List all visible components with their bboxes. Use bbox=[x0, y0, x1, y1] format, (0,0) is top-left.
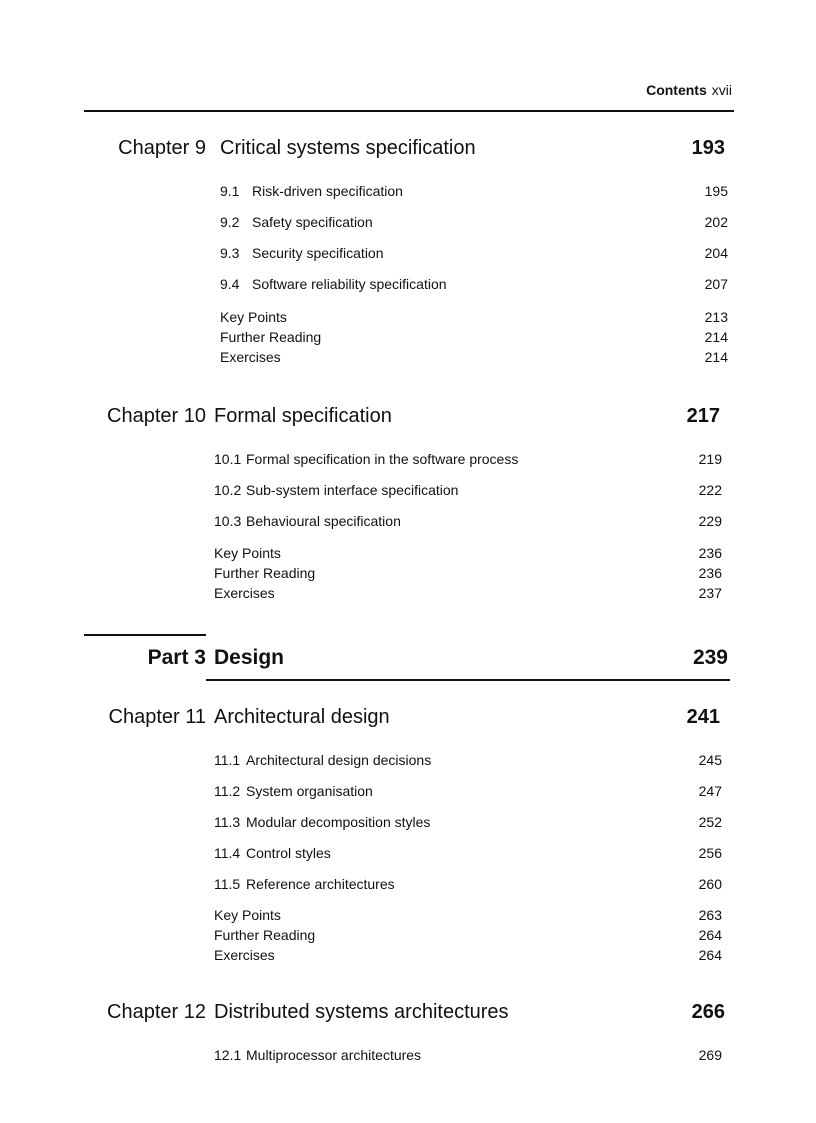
chapter-9-sections bbox=[220, 183, 728, 307]
chapter-page: 193 bbox=[691, 137, 725, 159]
chapter-11-sections bbox=[214, 752, 722, 907]
section-title: Behavioural specification bbox=[246, 513, 401, 529]
toc-entry[interactable] bbox=[214, 845, 722, 876]
running-header bbox=[646, 82, 732, 98]
toc-entry[interactable] bbox=[220, 276, 728, 307]
part-page: 239 bbox=[692, 646, 728, 669]
chapter-title: Distributed systems architectures bbox=[214, 1001, 509, 1023]
entry-page: 237 bbox=[698, 585, 722, 601]
section-page: 247 bbox=[698, 783, 722, 799]
section-title: Safety specification bbox=[252, 214, 373, 230]
toc-entry[interactable] bbox=[220, 309, 728, 329]
section-title: Security specification bbox=[252, 245, 384, 261]
section-number: 12.1 bbox=[214, 1047, 242, 1063]
section-page: 219 bbox=[698, 451, 722, 467]
part-rule-left bbox=[84, 634, 206, 636]
entry-title: Further Reading bbox=[214, 565, 316, 581]
section-page: 245 bbox=[698, 752, 722, 768]
section-number: 11.4 bbox=[214, 845, 241, 861]
part-label: Part 3 bbox=[147, 646, 206, 669]
section-page: 222 bbox=[698, 482, 722, 498]
part-rule-right bbox=[206, 679, 730, 681]
entry-title: Further Reading bbox=[214, 927, 316, 943]
section-title: Control styles bbox=[246, 845, 331, 861]
section-page: 260 bbox=[698, 876, 722, 892]
entry-title: Key Points bbox=[214, 545, 281, 561]
running-header-page-number: xvii bbox=[711, 82, 732, 98]
entry-title: Exercises bbox=[214, 947, 275, 963]
toc-entry[interactable] bbox=[214, 513, 722, 544]
section-page: 202 bbox=[704, 214, 728, 230]
section-number: 11.1 bbox=[214, 752, 241, 768]
section-number: 11.3 bbox=[214, 814, 241, 830]
chapter-page: 217 bbox=[686, 405, 720, 427]
entry-page: 236 bbox=[698, 545, 722, 561]
entry-page: 214 bbox=[704, 349, 728, 365]
section-title: Software reliability specification bbox=[252, 276, 447, 292]
section-title: Sub-system interface specification bbox=[246, 482, 459, 498]
chapter-9-heading[interactable] bbox=[0, 137, 816, 167]
section-page: 207 bbox=[704, 276, 728, 292]
chapter-12-heading[interactable] bbox=[0, 1001, 816, 1031]
toc-entry[interactable] bbox=[220, 329, 728, 349]
section-page: 269 bbox=[698, 1047, 722, 1063]
chapter-label: Chapter 12 bbox=[107, 1001, 206, 1023]
section-title: System organisation bbox=[246, 783, 373, 799]
section-title: Multiprocessor architectures bbox=[246, 1047, 422, 1063]
section-title: Formal specification in the software process bbox=[246, 451, 519, 467]
section-number: 9.2 bbox=[220, 214, 240, 230]
toc-entry[interactable] bbox=[214, 585, 722, 605]
chapter-label: Chapter 9 bbox=[118, 137, 206, 159]
entry-title: Key Points bbox=[214, 907, 281, 923]
toc-entry[interactable] bbox=[214, 947, 722, 967]
entry-title: Exercises bbox=[214, 585, 275, 601]
section-number: 10.2 bbox=[214, 482, 242, 498]
entry-title: Exercises bbox=[220, 349, 281, 365]
section-page: 229 bbox=[698, 513, 722, 529]
chapter-10-sections bbox=[214, 451, 722, 544]
toc-entry[interactable] bbox=[220, 214, 728, 245]
header-rule bbox=[84, 110, 734, 112]
part-3-heading[interactable] bbox=[0, 646, 816, 676]
entry-title: Key Points bbox=[220, 309, 287, 325]
toc-entry[interactable] bbox=[214, 1047, 722, 1078]
toc-entry[interactable] bbox=[214, 783, 722, 814]
entry-page: 214 bbox=[704, 329, 728, 345]
section-number: 9.4 bbox=[220, 276, 240, 292]
chapter-title: Architectural design bbox=[214, 706, 390, 728]
chapter-11-extras bbox=[214, 907, 722, 967]
chapter-10-heading[interactable] bbox=[0, 405, 816, 435]
section-title: Risk-driven specification bbox=[252, 183, 403, 199]
toc-entry[interactable] bbox=[214, 907, 722, 927]
chapter-10-extras bbox=[214, 545, 722, 605]
chapter-9-extras bbox=[220, 309, 728, 369]
section-number: 10.3 bbox=[214, 513, 242, 529]
chapter-11-heading[interactable] bbox=[0, 706, 816, 736]
toc-entry[interactable] bbox=[214, 752, 722, 783]
entry-title: Further Reading bbox=[220, 329, 322, 345]
section-number: 9.3 bbox=[220, 245, 240, 261]
running-header-label: Contents bbox=[646, 82, 707, 98]
toc-entry[interactable] bbox=[214, 565, 722, 585]
toc-entry[interactable] bbox=[214, 482, 722, 513]
chapter-label: Chapter 10 bbox=[107, 405, 206, 427]
section-number: 10.1 bbox=[214, 451, 242, 467]
section-page: 204 bbox=[704, 245, 728, 261]
toc-entry[interactable] bbox=[214, 814, 722, 845]
section-title: Modular decomposition styles bbox=[246, 814, 431, 830]
entry-page: 213 bbox=[704, 309, 728, 325]
entry-page: 264 bbox=[698, 927, 722, 943]
toc-entry[interactable] bbox=[214, 451, 722, 482]
toc-entry[interactable] bbox=[214, 927, 722, 947]
toc-entry[interactable] bbox=[220, 349, 728, 369]
chapter-page: 266 bbox=[691, 1001, 725, 1023]
section-page: 195 bbox=[704, 183, 728, 199]
section-number: 11.5 bbox=[214, 876, 241, 892]
part-title: Design bbox=[214, 646, 285, 669]
chapter-label: Chapter 11 bbox=[108, 706, 206, 728]
entry-page: 264 bbox=[698, 947, 722, 963]
toc-entry[interactable] bbox=[220, 245, 728, 276]
chapter-title: Critical systems specification bbox=[220, 137, 476, 159]
toc-entry[interactable] bbox=[214, 876, 722, 907]
entry-page: 236 bbox=[698, 565, 722, 581]
chapter-12-sections bbox=[214, 1047, 722, 1078]
section-page: 252 bbox=[698, 814, 722, 830]
chapter-title: Formal specification bbox=[214, 405, 392, 427]
section-number: 9.1 bbox=[220, 183, 240, 199]
section-title: Architectural design decisions bbox=[246, 752, 432, 768]
section-number: 11.2 bbox=[214, 783, 241, 799]
section-page: 256 bbox=[698, 845, 722, 861]
section-title: Reference architectures bbox=[246, 876, 395, 892]
chapter-page: 241 bbox=[686, 706, 720, 728]
toc-entry[interactable] bbox=[214, 545, 722, 565]
toc-entry[interactable] bbox=[220, 183, 728, 214]
entry-page: 263 bbox=[698, 907, 722, 923]
